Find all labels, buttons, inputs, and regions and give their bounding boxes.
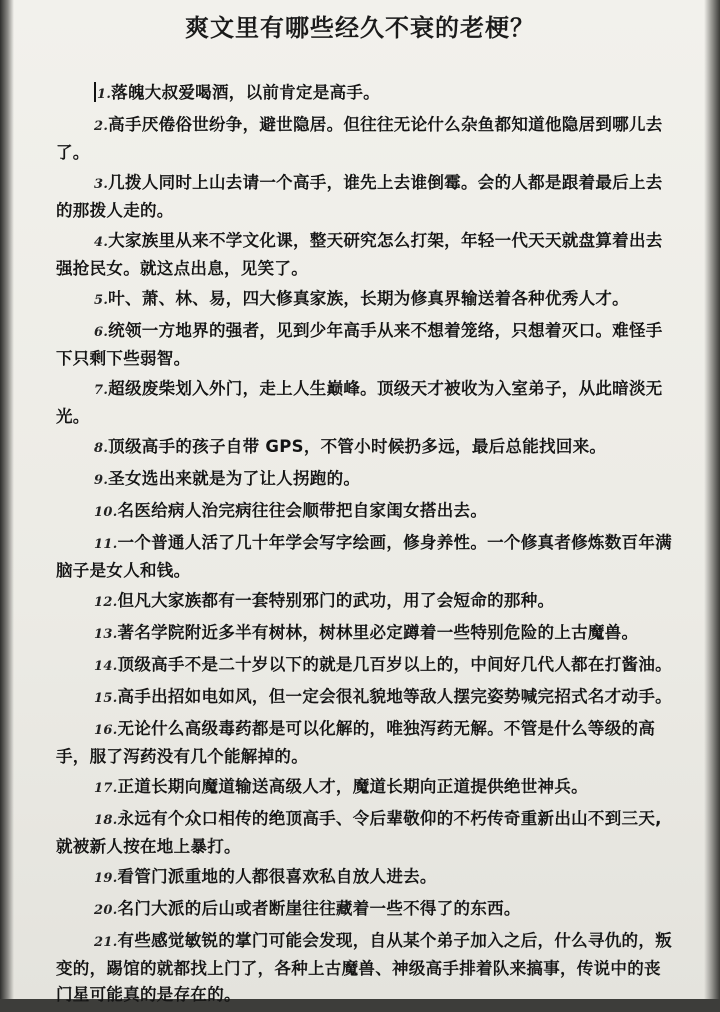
list-item: [56, 652, 676, 680]
item-number: 8.: [94, 441, 109, 456]
item-number: 9.: [94, 473, 109, 488]
item-text: 落魄大叔爱喝酒，以前肯定是高手。: [111, 83, 380, 102]
item-text: 但凡大家族都有一套特别邪门的武功，用了会短命的那种。: [117, 591, 555, 610]
item-number: 6.: [94, 325, 109, 340]
list-item: [56, 896, 676, 924]
item-number: 14.: [94, 659, 118, 674]
item-text: 永远有个众口相传的绝顶高手、令后辈敬仰的不朽传奇重新出山不到三天,就被新人按在地上暴打。: [56, 809, 662, 856]
list-item: [56, 434, 676, 462]
list-item: [56, 228, 676, 282]
list-item: [56, 170, 676, 224]
item-text: 高手厌倦俗世纷争，避世隐居。但往往无论什么杂鱼都知道他隐居到哪儿去了。: [56, 115, 663, 162]
item-text: 名门大派的后山或者断崖往往藏着一些不得了的东西。: [117, 899, 521, 918]
list-item: [56, 684, 676, 712]
list-item: [56, 928, 676, 1008]
item-number: 13.: [94, 627, 118, 642]
list-item: [56, 716, 676, 770]
item-number: 12.: [94, 595, 118, 610]
item-number: 3.: [94, 177, 109, 192]
list-item: [56, 80, 676, 108]
item-text: 大家族里从来不学文化课，整天研究怎么打架，年轻一代天天就盘算着出去强抢民女。就这点出息，见笑了。: [56, 231, 663, 278]
item-text: 几拨人同时上山去请一个高手，谁先上去谁倒霉。会的人都是跟着最后上去的那拨人走的。: [56, 173, 663, 220]
list-item: [56, 318, 676, 372]
item-text: 正道长期向魔道输送高级人才，魔道长期向正道提供绝世神兵。: [117, 777, 588, 796]
list-item: [56, 112, 676, 166]
item-text: 圣女选出来就是为了让人拐跑的。: [108, 469, 361, 488]
item-number: 18.: [94, 813, 118, 828]
item-text: 有些感觉敏锐的掌门可能会发现，自从某个弟子加入之后，什么寻仇的，叛变的，踢馆的就都找上门了，各种上古魔兽、神级高手排着队来搞事，传说中的丧门星可能真的是存在的。: [56, 931, 672, 1004]
list-item: [56, 376, 676, 430]
list-item: [56, 774, 676, 802]
list-item: [56, 806, 676, 860]
item-text: 顶级高手的孩子自带 GPS，不管小时候扔多远，最后总能找回来。: [108, 437, 607, 456]
list-item: [56, 466, 676, 494]
page-title: 爽文里有哪些经久不衰的老梗？: [185, 14, 535, 42]
item-number: 20.: [94, 903, 118, 918]
item-number: 16.: [94, 723, 118, 738]
item-number: 17.: [94, 781, 118, 796]
item-number: 4.: [94, 235, 109, 250]
item-text: 统领一方地界的强者，见到少年高手从来不想着笼络，只想着灭口。难怪手下只剩下些弱智。: [56, 321, 663, 368]
list-item: [56, 498, 676, 526]
item-number: 5.: [94, 293, 109, 308]
trope-list: [56, 80, 676, 1012]
page-shadow-right: [704, 0, 720, 999]
item-number: 1.: [97, 87, 112, 102]
text-cursor-icon: [94, 82, 96, 102]
item-text: 著名学院附近多半有树林，树林里必定蹲着一些特别危险的上古魔兽。: [117, 623, 639, 642]
item-text: 超级废柴划入外门，走上人生巅峰。顶级天才被收为入室弟子，从此暗淡无光。: [56, 379, 663, 426]
item-number: 2.: [94, 119, 109, 134]
page-shadow-left: [0, 0, 14, 999]
item-text: 高手出招如电如风，但一定会很礼貌地等敌人摆完姿势喊完招式名才动手。: [117, 687, 672, 706]
item-text: 顶级高手不是二十岁以下的就是几百岁以上的，中间好几代人都在打酱油。: [117, 655, 672, 674]
list-item: [56, 864, 676, 892]
item-number: 11.: [94, 537, 118, 552]
item-text: 无论什么高级毒药都是可以化解的，唯独泻药无解。不管是什么等级的高手，服了泻药没有几个能解掉的。: [56, 719, 656, 766]
item-number: 7.: [94, 383, 109, 398]
list-item: [56, 588, 676, 616]
item-number: 21.: [94, 935, 118, 950]
list-item: [56, 620, 676, 648]
item-number: 15.: [94, 691, 118, 706]
item-number: 10.: [94, 505, 118, 520]
item-text: 看管门派重地的人都很喜欢私自放人进去。: [117, 867, 437, 886]
item-number: 19.: [94, 871, 118, 886]
list-item: [56, 530, 676, 584]
item-text: 叶、萧、林、易，四大修真家族，长期为修真界输送着各种优秀人才。: [108, 289, 629, 308]
item-text: 名医给病人治完病往往会顺带把自家闺女搭出去。: [117, 501, 488, 520]
item-text: 一个普通人活了几十年学会写字绘画，修身养性。一个修真者修炼数百年满脑子是女人和钱。: [56, 533, 672, 580]
list-item: [56, 286, 676, 314]
